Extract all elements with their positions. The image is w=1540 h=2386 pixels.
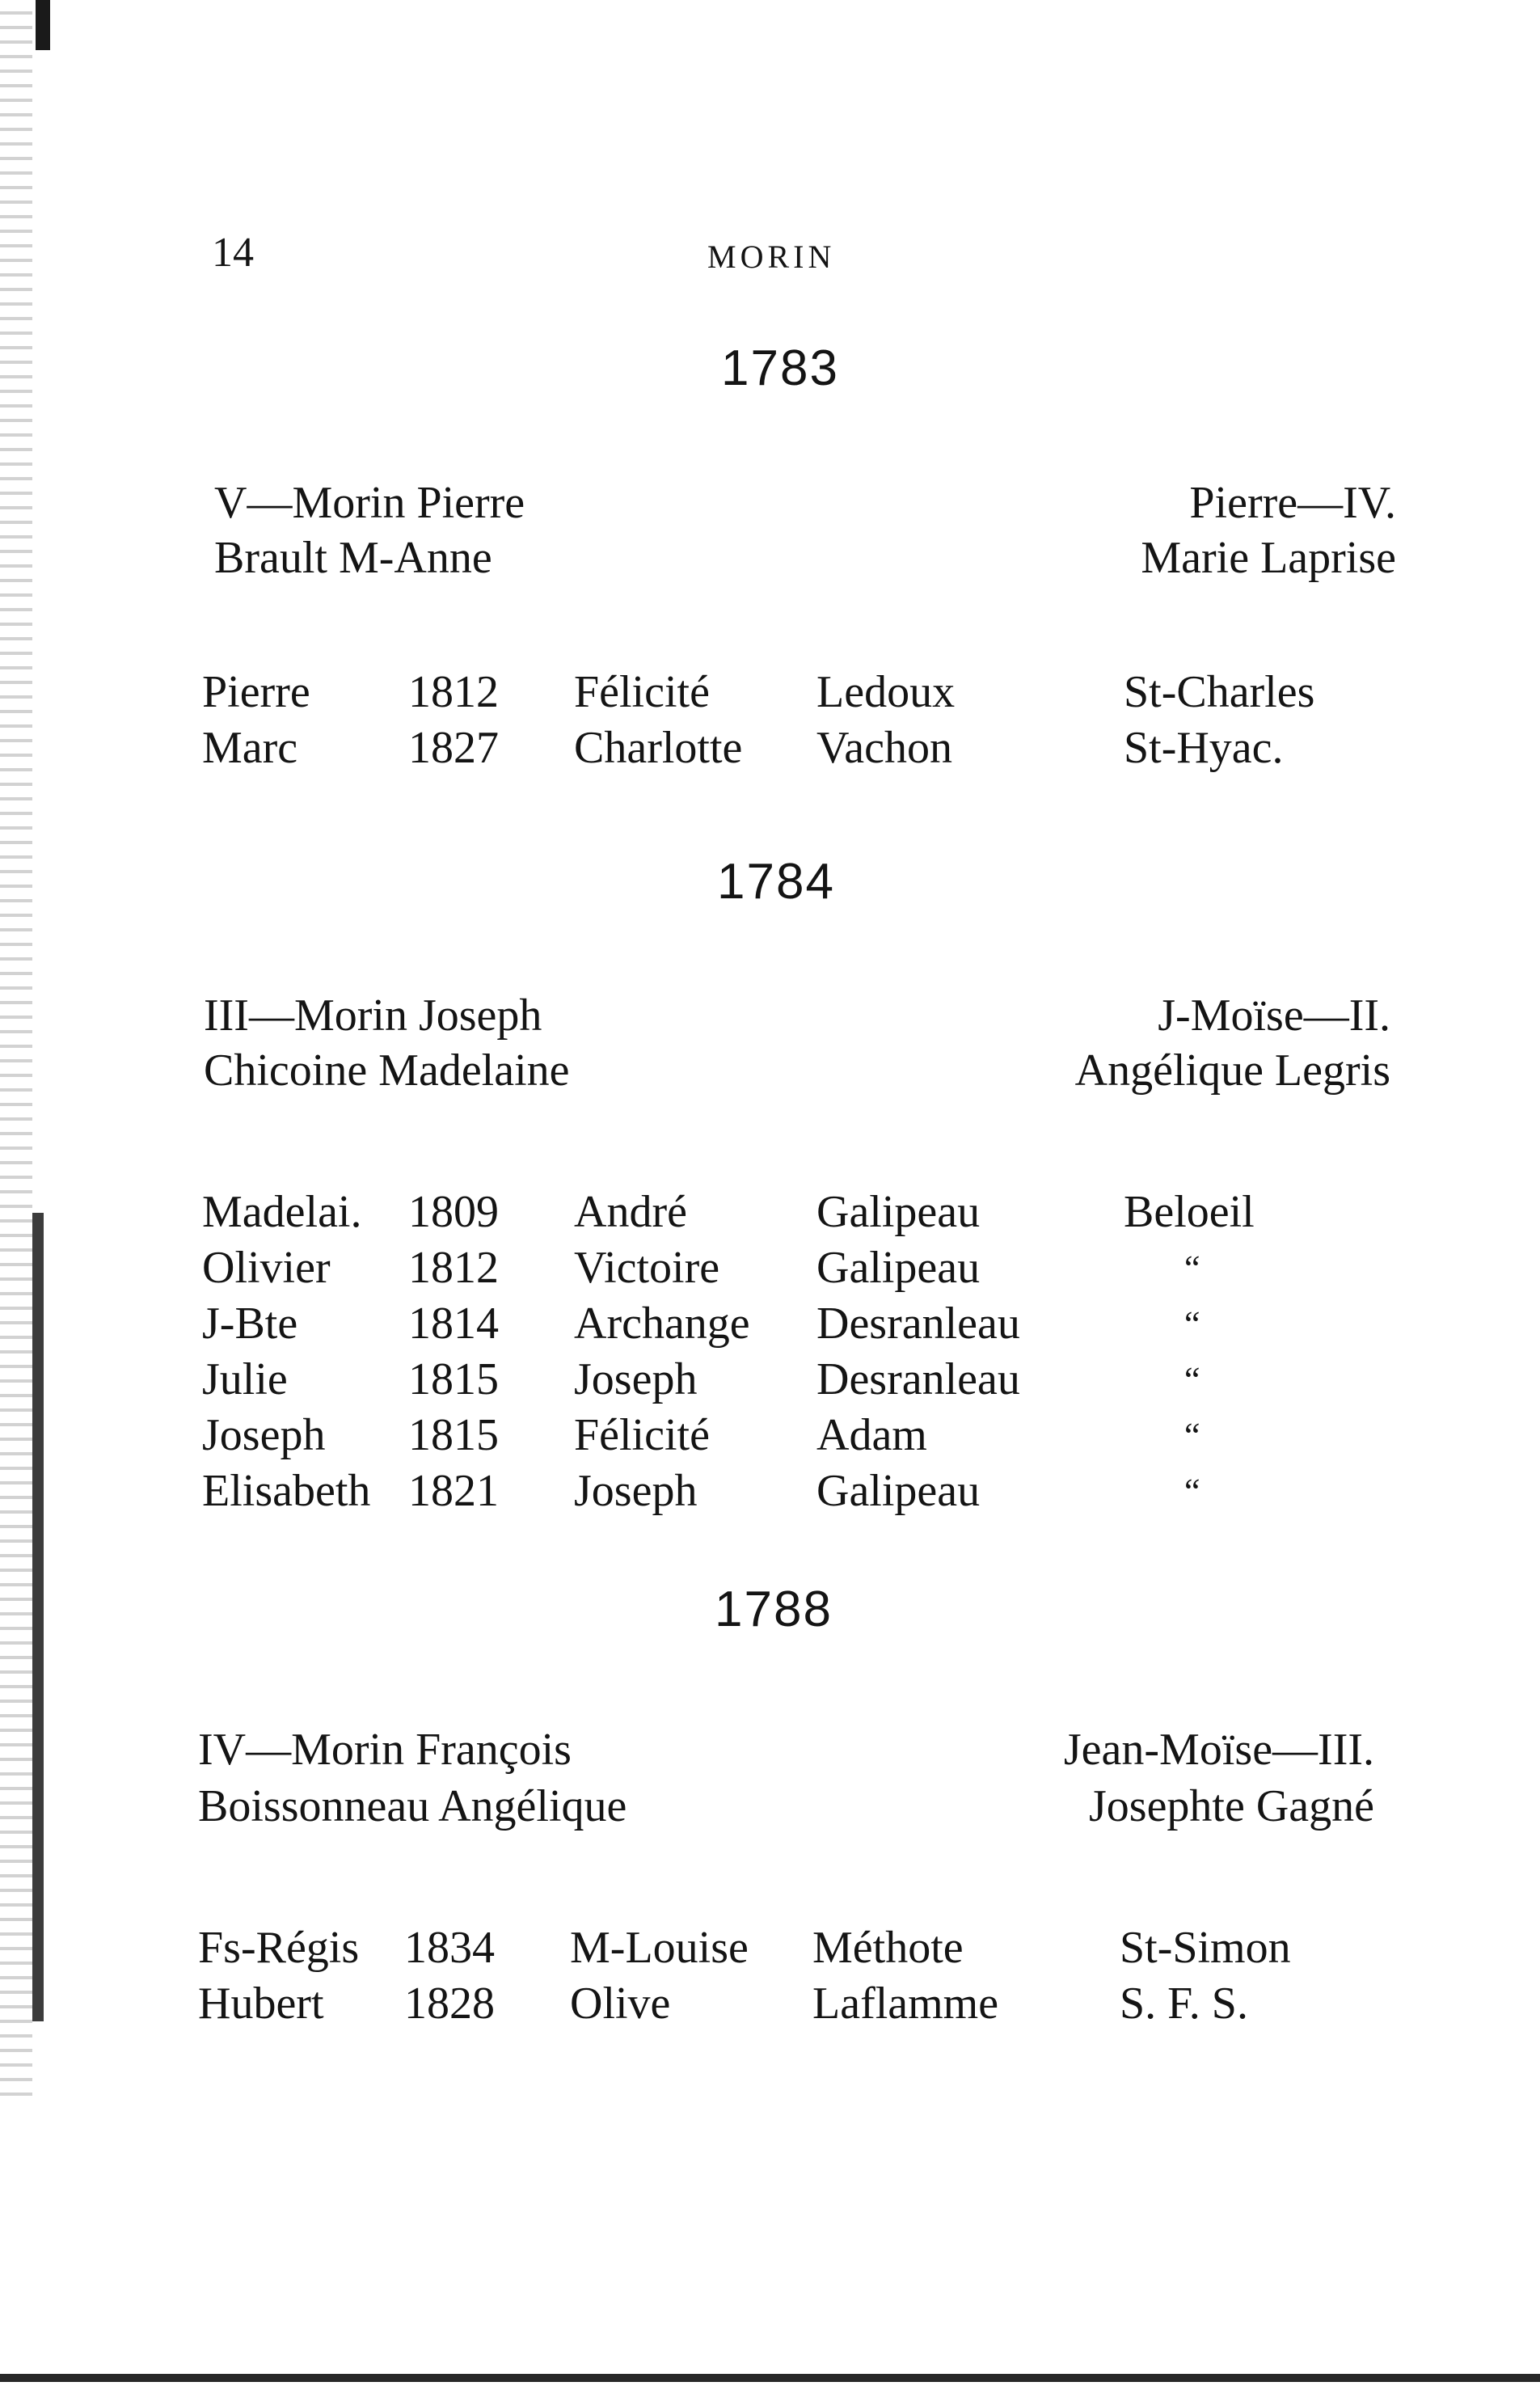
spouse-surname: Ledoux: [816, 667, 956, 717]
spouse-surname: Vachon: [816, 723, 952, 773]
scan-edge-left: [0, 0, 32, 2102]
husband-line: IV—Morin François: [198, 1725, 572, 1775]
spouse-first-name: Victoire: [574, 1243, 720, 1293]
marriage-year: 1814: [408, 1299, 499, 1349]
wife-line: Brault M-Anne: [214, 533, 492, 583]
parents-line: J-Moïse—II.: [1158, 990, 1390, 1041]
parish: St-Charles: [1124, 667, 1315, 717]
marriage-year: 1834: [404, 1923, 495, 1973]
page-number: 14: [212, 230, 254, 276]
marriage-year: 1809: [408, 1187, 499, 1237]
child-name: Hubert: [198, 1978, 324, 2029]
scan-binding-mark: [32, 1213, 44, 2021]
child-name: Pierre: [202, 667, 310, 717]
running-head: MORIN: [707, 239, 836, 275]
section-year: 1784: [717, 854, 835, 910]
husband-line: V—Morin Pierre: [214, 478, 525, 528]
parish: Beloeil: [1124, 1187, 1255, 1237]
marriage-year: 1812: [408, 667, 499, 717]
parents-line: Josephte Gagné: [1088, 1781, 1374, 1831]
marriage-year: 1821: [408, 1466, 499, 1516]
child-name: Madelai.: [202, 1187, 362, 1237]
spouse-surname: Adam: [816, 1410, 927, 1460]
ditto-mark: “: [1184, 1360, 1200, 1400]
ditto-mark: “: [1184, 1304, 1200, 1344]
marriage-year: 1827: [408, 723, 499, 773]
spouse-surname: Laflamme: [812, 1978, 999, 2029]
spouse-first-name: André: [574, 1187, 687, 1237]
scan-bottom-line: [0, 2374, 1540, 2382]
parents-line: Jean-Moïse—III.: [1063, 1725, 1374, 1775]
child-name: Joseph: [202, 1410, 326, 1460]
spouse-surname: Méthote: [812, 1923, 964, 1973]
parish: S. F. S.: [1120, 1978, 1248, 2029]
marriage-year: 1815: [408, 1410, 499, 1460]
ditto-mark: “: [1184, 1472, 1200, 1511]
spouse-surname: Desranleau: [816, 1354, 1020, 1404]
marriage-year: 1815: [408, 1354, 499, 1404]
spouse-first-name: Charlotte: [574, 723, 743, 773]
parents-line: Marie Laprise: [1141, 533, 1396, 583]
spouse-first-name: Félicité: [574, 1410, 710, 1460]
child-name: J-Bte: [202, 1299, 298, 1349]
spouse-surname: Galipeau: [816, 1466, 981, 1516]
marriage-year: 1828: [404, 1978, 495, 2029]
spouse-first-name: Joseph: [574, 1354, 698, 1404]
spouse-surname: Desranleau: [816, 1299, 1020, 1349]
child-name: Olivier: [202, 1243, 331, 1293]
parents-line: Angélique Legris: [1074, 1045, 1390, 1096]
section-year: 1783: [721, 340, 839, 396]
spouse-surname: Galipeau: [816, 1243, 981, 1293]
ditto-mark: “: [1184, 1416, 1200, 1455]
child-name: Fs-Régis: [198, 1923, 360, 1973]
spouse-first-name: Joseph: [574, 1466, 698, 1516]
parish: St-Simon: [1120, 1923, 1291, 1973]
child-name: Julie: [202, 1354, 288, 1404]
ditto-mark: “: [1184, 1248, 1200, 1288]
parents-line: Pierre—IV.: [1189, 478, 1396, 528]
husband-line: III—Morin Joseph: [204, 990, 542, 1041]
spouse-first-name: Olive: [570, 1978, 671, 2029]
wife-line: Chicoine Madelaine: [204, 1045, 570, 1096]
child-name: Marc: [202, 723, 298, 773]
scan-top-mark: [36, 0, 50, 50]
parish: St-Hyac.: [1124, 723, 1284, 773]
spouse-first-name: M-Louise: [570, 1923, 749, 1973]
spouse-surname: Galipeau: [816, 1187, 981, 1237]
marriage-year: 1812: [408, 1243, 499, 1293]
spouse-first-name: Félicité: [574, 667, 710, 717]
spouse-first-name: Archange: [574, 1299, 750, 1349]
wife-line: Boissonneau Angélique: [198, 1781, 627, 1831]
child-name: Elisabeth: [202, 1466, 371, 1516]
section-year: 1788: [715, 1582, 833, 1637]
